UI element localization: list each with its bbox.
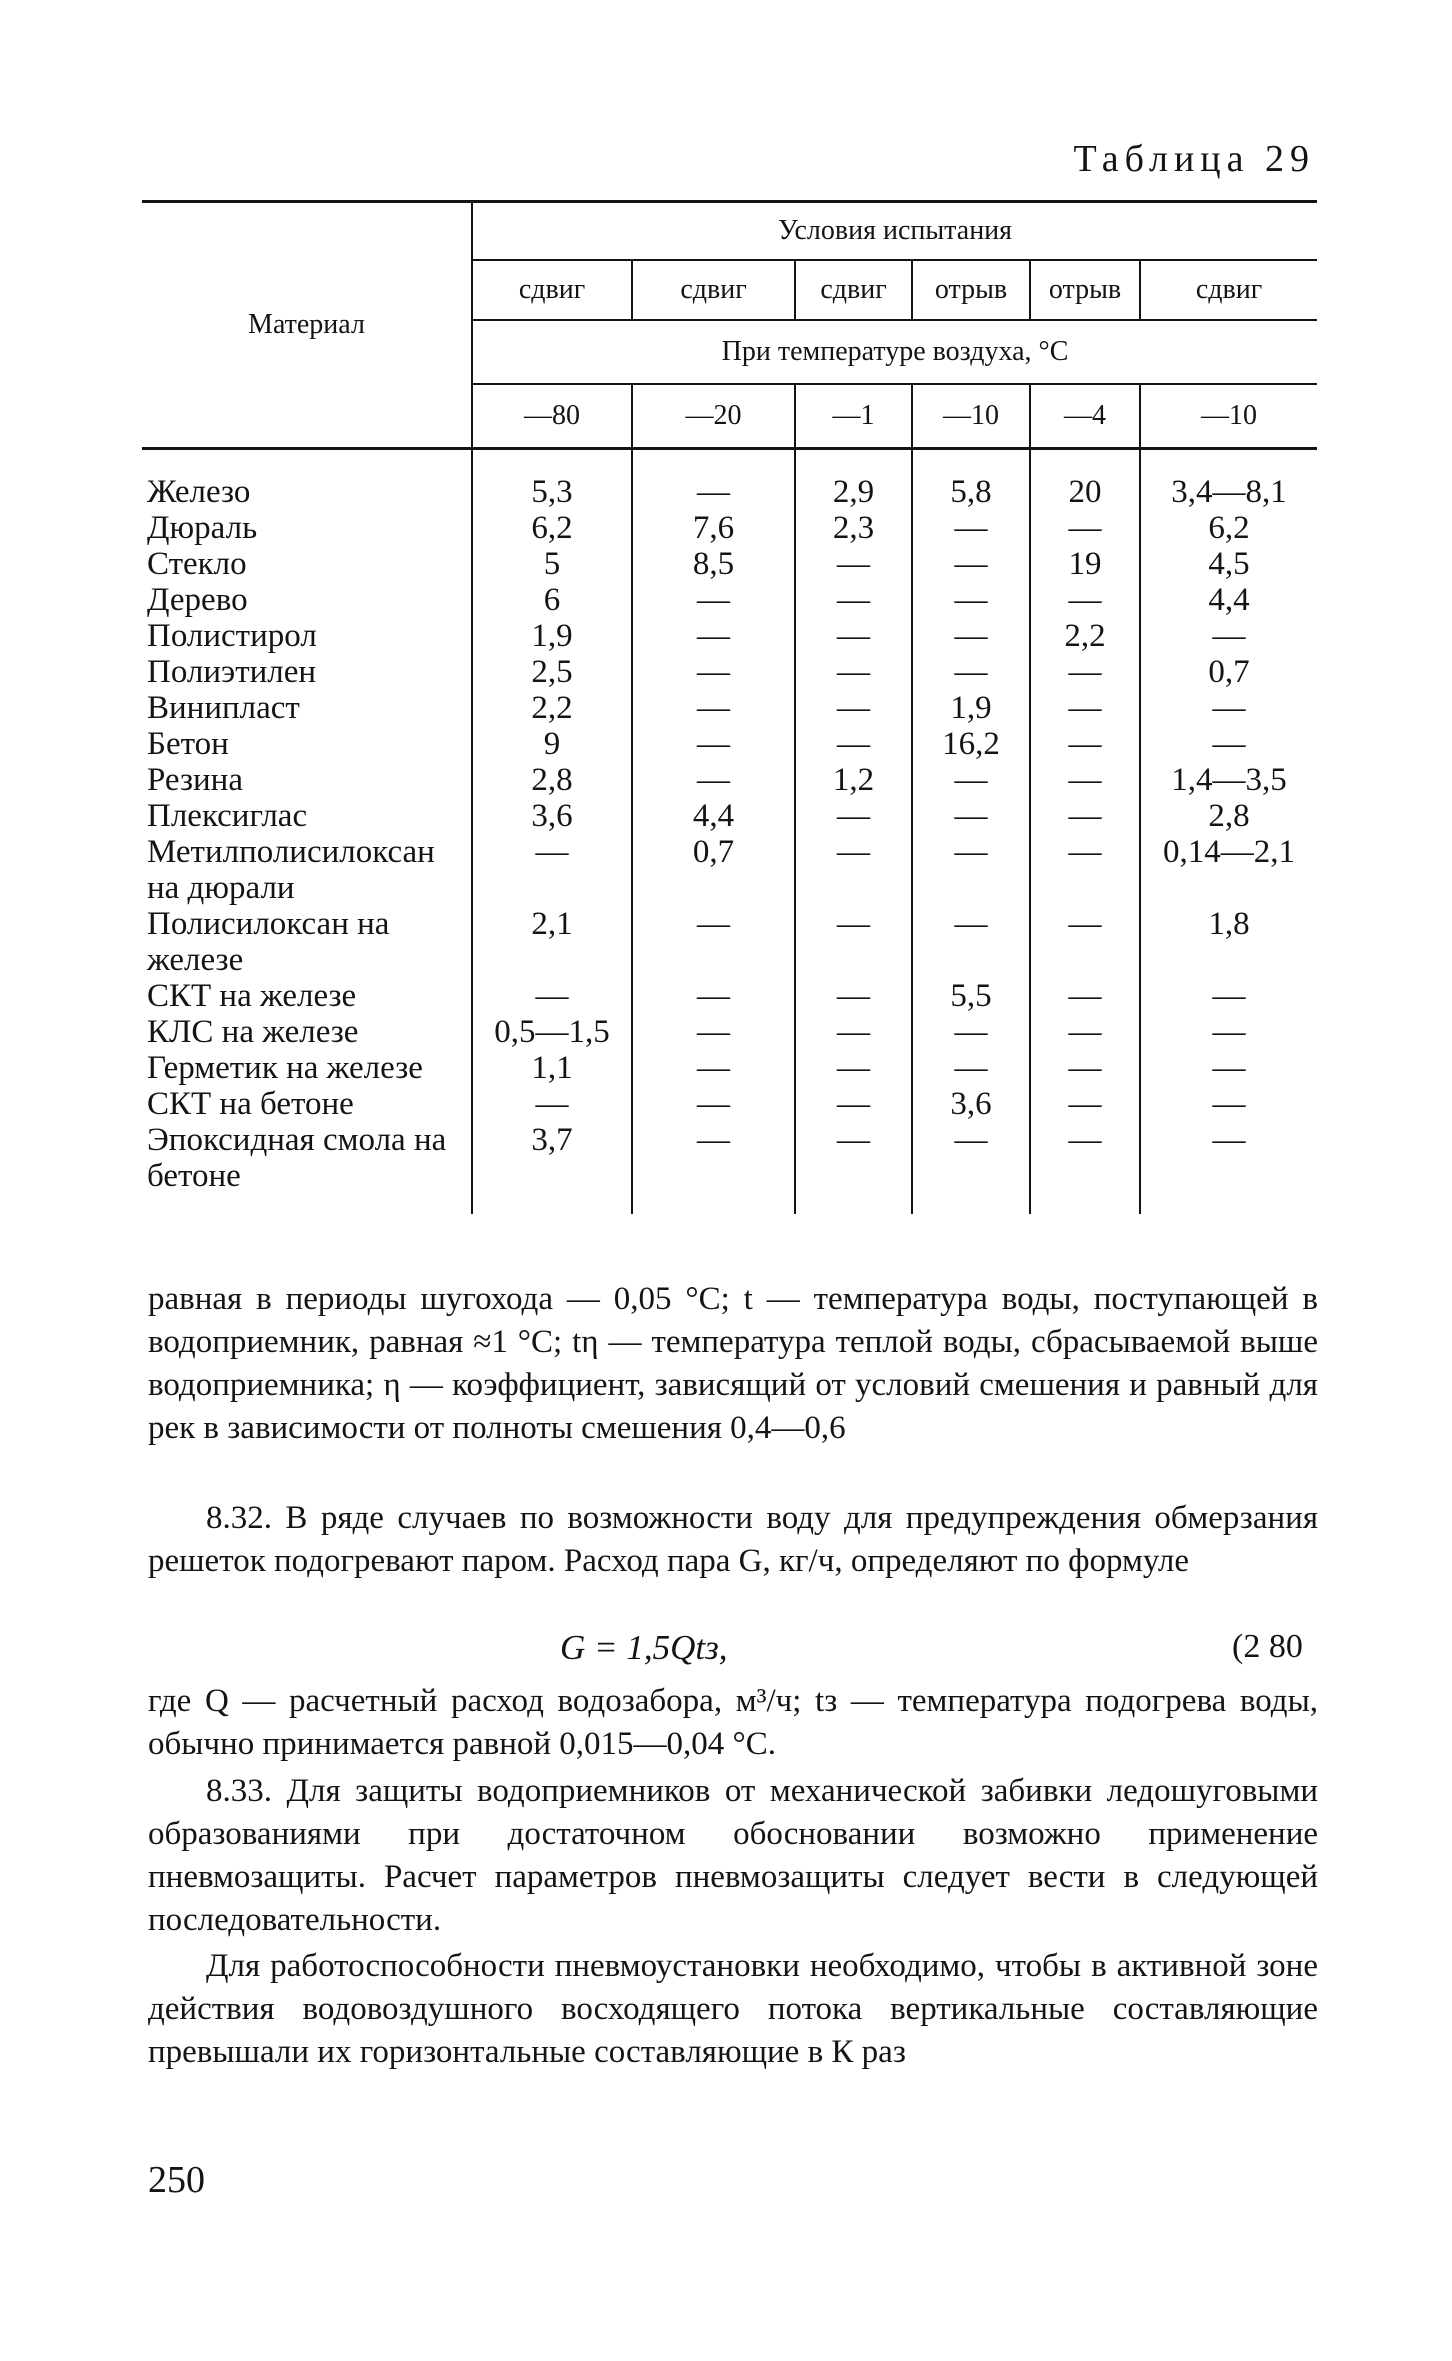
value-cell: 1,9 (531, 618, 573, 654)
paragraph-text: равная в периоды шугохода — 0,05 °С; t — температура воды, поступающей в водоприемник, равная ≈1 °С; tη — температура теплой воды, сбрасываемой выше водоприемника; η — коэффициент, зависящий от условий смешения и равный для рек в зависимости от полноты смешения 0,4—0,6 (148, 1281, 1318, 1446)
value-cell: 5,3 (531, 474, 573, 510)
material-name-cell: Дерево (142, 582, 472, 618)
value-cell: — (795, 1050, 912, 1086)
table-row (142, 726, 1317, 762)
value-cell: 2,8 (531, 762, 573, 798)
material-name-cell: Плексиглас (142, 798, 472, 834)
value-cell: — (632, 449, 795, 511)
value-cell: 2,5 (531, 654, 573, 690)
paragraph-text: где Q — расчетный расход водозабора, м³/ч; tз — температура подогрева воды, обычно принимается равной 0,015—0,04 °С. (148, 1683, 1318, 1762)
value-cell: 5,8 (912, 449, 1030, 511)
value-cell: — (795, 1122, 912, 1214)
value-cell: 3,6 (912, 1086, 1030, 1122)
value-cell: — (912, 510, 1030, 546)
material-name-cell: Полиэтилен (142, 654, 472, 690)
value-cell: 4,4 (632, 798, 795, 834)
value-cell: — (795, 834, 912, 906)
value-cell: 19 (1030, 546, 1140, 582)
value-cell: 8,5 (632, 546, 795, 582)
material-name-cell: Эпоксидная смола на бетоне (142, 1122, 472, 1214)
value-cell: — (1030, 582, 1140, 618)
value-cell: 20 (1030, 449, 1140, 511)
material-name-cell: КЛС на железе (142, 1014, 472, 1050)
value-cell: — (1030, 690, 1140, 726)
material-name-cell: Герметик на железе (142, 1050, 472, 1086)
table-row (142, 906, 1317, 978)
table-row (142, 1014, 1317, 1050)
value-cell: 1,8 (1140, 906, 1317, 978)
value-cell: — (632, 906, 795, 978)
material-name-cell: СКТ на бетоне (142, 1086, 472, 1122)
value-cell: — (795, 690, 912, 726)
value-cell: 0,7 (1140, 654, 1317, 690)
value-cell: — (795, 906, 912, 978)
value-cell: — (912, 546, 1030, 582)
value-cell: 2,2 (1030, 618, 1140, 654)
value-cell: 5,5 (912, 978, 1030, 1014)
value-cell: — (632, 654, 795, 690)
conditions-header: Условия испытания (472, 202, 1317, 261)
table-row (142, 510, 1317, 546)
value-cell: 2,1 (531, 906, 573, 942)
value-cell: — (912, 582, 1030, 618)
value-cell: 2,8 (1140, 798, 1317, 834)
value-cell: 3,7 (531, 1122, 573, 1158)
paragraph-text: Для работоспособности пневмоустановки необходимо, чтобы в активной зоне действия водовоздушного восходящего потока вертикальные составляющие превышали их горизонтальные составляющие в К раз (148, 1948, 1318, 2070)
temperature-header: При температуре воздуха, °С (472, 320, 1317, 384)
value-cell: — (1030, 654, 1140, 690)
value-cell: — (912, 1050, 1030, 1086)
value-cell: 2,9 (795, 449, 912, 511)
test-type-header: отрыв (1030, 260, 1140, 320)
value-cell: — (1140, 1122, 1317, 1214)
value-cell: — (535, 1086, 569, 1122)
temperature-value: —10 (1140, 384, 1317, 449)
value-cell: — (912, 798, 1030, 834)
value-cell: — (1030, 510, 1140, 546)
value-cell: — (1030, 798, 1140, 834)
value-cell: — (632, 618, 795, 654)
value-cell: 0,5—1,5 (494, 1014, 610, 1050)
value-cell: — (632, 1122, 795, 1214)
paragraph-text: 8.32. В ряде случаев по возможности воду для предупреждения обмерзания решеток подогревают паром. Расход пара G, кг/ч, определяют по формуле (148, 1500, 1318, 1579)
table-row (142, 762, 1317, 798)
value-cell: — (795, 1086, 912, 1122)
temperature-value: —1 (795, 384, 912, 449)
value-cell: — (632, 1050, 795, 1086)
value-cell: — (912, 834, 1030, 906)
table-row (142, 978, 1317, 1014)
value-cell: — (1030, 834, 1140, 906)
material-name-cell: Бетон (142, 726, 472, 762)
test-type-header: отрыв (912, 260, 1030, 320)
value-cell: 16,2 (912, 726, 1030, 762)
test-type-header: сдвиг (472, 260, 632, 320)
value-cell: — (632, 978, 795, 1014)
value-cell: — (795, 978, 912, 1014)
value-cell: — (632, 582, 795, 618)
table-row (142, 798, 1317, 834)
value-cell: — (1030, 762, 1140, 798)
table-row (142, 582, 1317, 618)
value-cell: 6 (543, 582, 561, 618)
value-cell: 3,6 (531, 798, 573, 834)
temperature-value: —80 (472, 384, 632, 449)
page-number: 250 (148, 2159, 205, 2201)
temperature-value: —4 (1030, 384, 1140, 449)
value-cell: 2,3 (795, 510, 912, 546)
value-cell: — (1030, 1122, 1140, 1214)
test-type-header: сдвиг (1140, 260, 1317, 320)
value-cell: — (912, 762, 1030, 798)
material-name-cell: Метилполисилоксан на дюрали (142, 834, 472, 906)
material-name-cell: Полистирол (142, 618, 472, 654)
paragraph-text: 8.33. Для защиты водоприемников от механической забивки ледошуговыми образованиями при достаточном обосновании возможно применение пневмозащиты. Расчет параметров пневмозащиты следует вести в следующей последовательности. (148, 1773, 1318, 1938)
value-cell: — (1140, 690, 1317, 726)
table-row (142, 1086, 1317, 1122)
paragraph-8-33 (148, 1770, 1318, 1942)
value-cell: 0,14—2,1 (1140, 834, 1317, 906)
value-cell: 6,2 (531, 510, 573, 546)
value-cell: 1,4—3,5 (1140, 762, 1317, 798)
table-row (142, 1050, 1317, 1086)
table-row (142, 1122, 1317, 1214)
formula-number: (2 80 (1232, 1628, 1303, 1665)
value-cell: — (795, 618, 912, 654)
table-caption: Таблица 29 (1073, 138, 1315, 180)
temperature-value: —10 (912, 384, 1030, 449)
value-cell: — (912, 654, 1030, 690)
value-cell: — (912, 1122, 1030, 1214)
value-cell: 1,2 (795, 762, 912, 798)
value-cell: — (912, 618, 1030, 654)
value-cell: — (1030, 1014, 1140, 1050)
temperature-value: —20 (632, 384, 795, 449)
value-cell: — (1140, 726, 1317, 762)
table-row (142, 618, 1317, 654)
value-cell: — (535, 978, 569, 1014)
value-cell: — (912, 1014, 1030, 1050)
value-cell: 0,7 (632, 834, 795, 906)
test-type-header: сдвиг (632, 260, 795, 320)
value-cell: — (1030, 1086, 1140, 1122)
value-cell: — (1140, 1086, 1317, 1122)
material-name-cell: Стекло (142, 546, 472, 582)
value-cell: — (1140, 1050, 1317, 1086)
value-cell: — (632, 726, 795, 762)
material-name-cell: Резина (142, 762, 472, 798)
value-cell: — (795, 654, 912, 690)
paragraph-8-32 (148, 1497, 1318, 1583)
value-cell: — (795, 1014, 912, 1050)
value-cell: — (795, 726, 912, 762)
material-name-cell: СКТ на железе (142, 978, 472, 1014)
paragraph-pneumatic (148, 1945, 1318, 2074)
value-cell: — (535, 834, 569, 870)
table-row (142, 834, 1317, 906)
value-cell: — (1140, 1014, 1317, 1050)
value-cell: — (912, 906, 1030, 978)
value-cell: — (1030, 726, 1140, 762)
value-cell: 4,5 (1140, 546, 1317, 582)
value-cell: — (795, 582, 912, 618)
value-cell: — (632, 690, 795, 726)
test-type-header: сдвиг (795, 260, 912, 320)
formula: G = 1,5Qtз, (560, 1628, 728, 1667)
paragraph-continuation (148, 1278, 1318, 1450)
material-name-cell: Железо (142, 449, 472, 511)
table-row (142, 654, 1317, 690)
formula-explanation (148, 1680, 1318, 1766)
value-cell: 5 (543, 546, 561, 582)
value-cell: — (632, 762, 795, 798)
material-name-cell: Дюраль (142, 510, 472, 546)
value-cell: 6,2 (1140, 510, 1317, 546)
value-cell: 2,2 (531, 690, 573, 726)
value-cell: — (632, 1014, 795, 1050)
material-test-table (142, 200, 1317, 1214)
material-name-cell: Полисилоксан на железе (142, 906, 472, 978)
value-cell: 1,1 (531, 1050, 573, 1086)
value-cell: 4,4 (1140, 582, 1317, 618)
value-cell: — (632, 1086, 795, 1122)
value-cell: — (1030, 978, 1140, 1014)
value-cell: 9 (543, 726, 561, 762)
value-cell: — (1140, 978, 1317, 1014)
material-column-header: Материал (142, 202, 472, 449)
material-name-cell: Винипласт (142, 690, 472, 726)
value-cell: — (1140, 618, 1317, 654)
value-cell: 1,9 (912, 690, 1030, 726)
table-row (142, 449, 1317, 511)
value-cell: 3,4—8,1 (1140, 449, 1317, 511)
value-cell: 7,6 (632, 510, 795, 546)
table-row (142, 546, 1317, 582)
value-cell: — (1030, 1050, 1140, 1086)
value-cell: — (1030, 906, 1140, 978)
table-row (142, 690, 1317, 726)
value-cell: — (795, 546, 912, 582)
value-cell: — (795, 798, 912, 834)
